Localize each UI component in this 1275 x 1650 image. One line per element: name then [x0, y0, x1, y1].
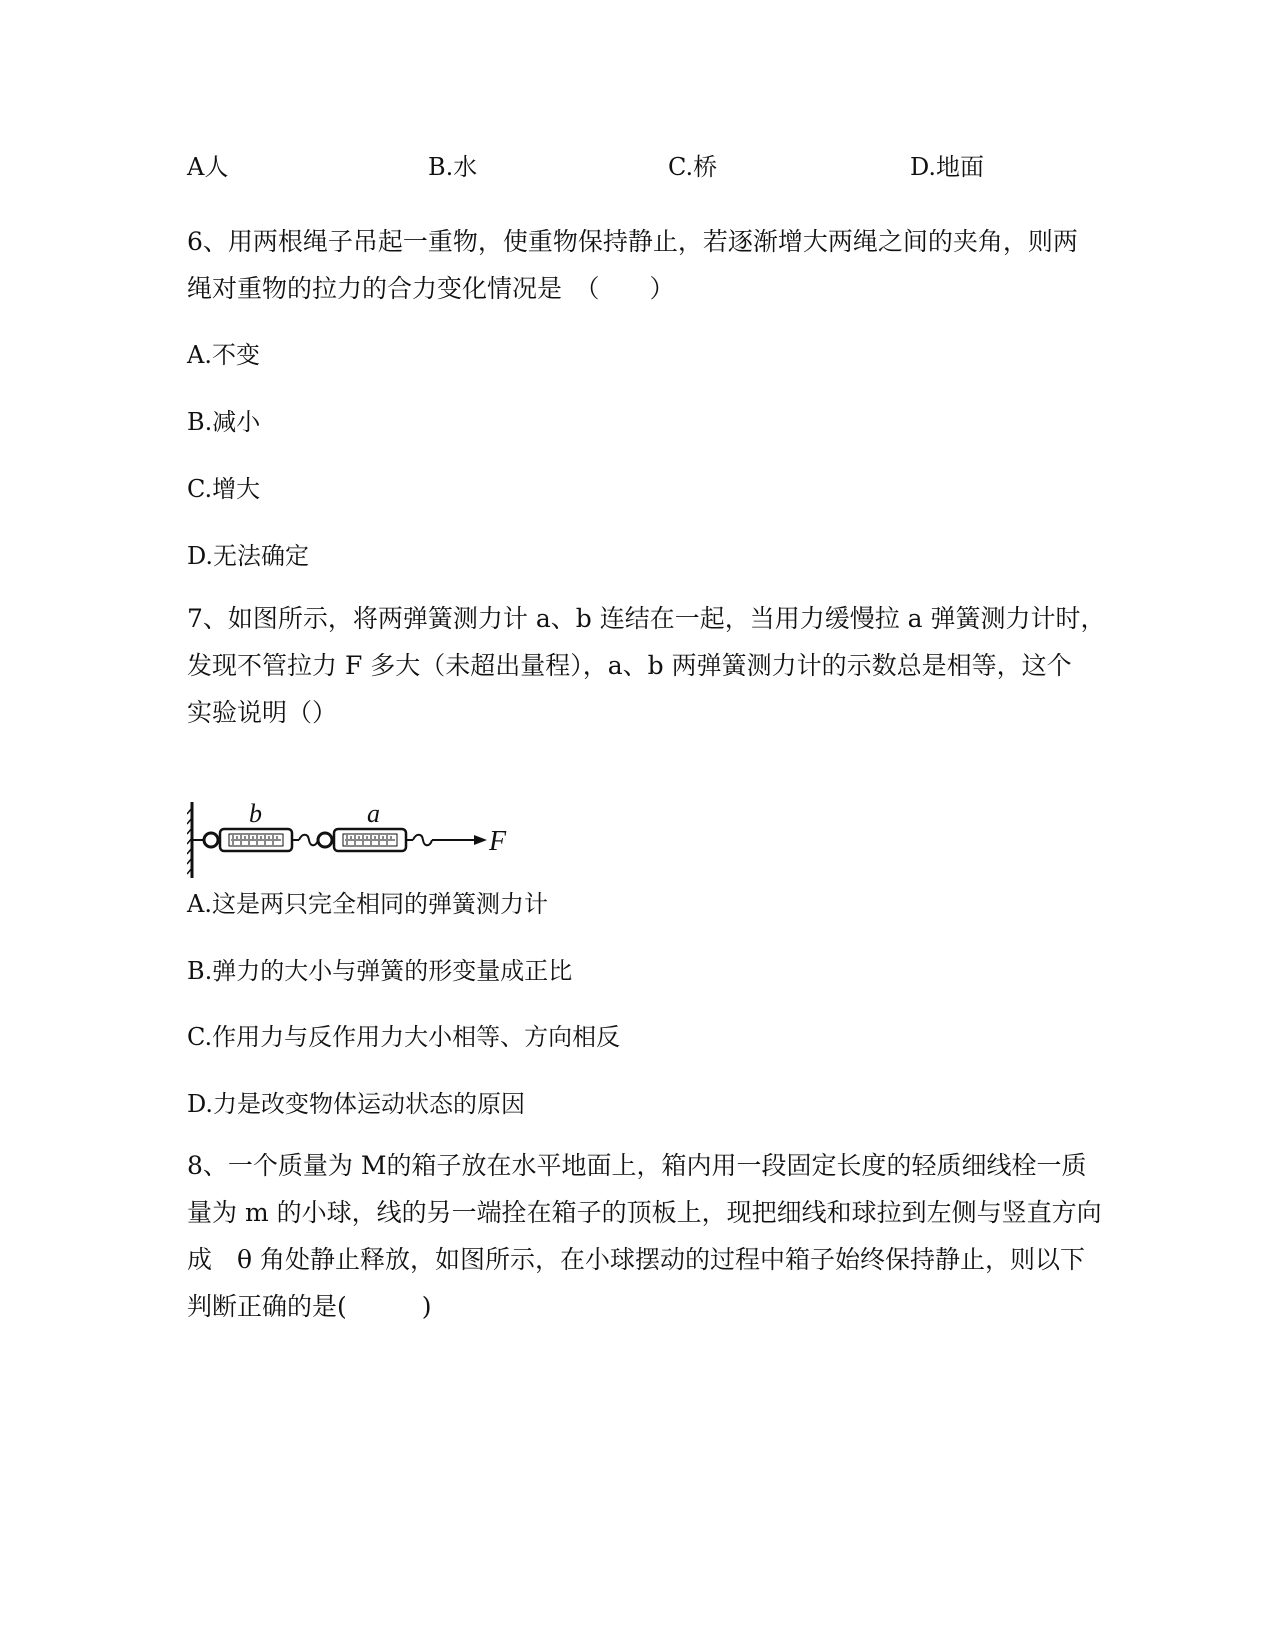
question-7-option-b: B.弹力的大小与弹簧的形变量成正比 — [187, 957, 573, 985]
prev-option-b: B.水 — [428, 153, 478, 181]
spring-scale-b — [220, 829, 299, 851]
question-6-option-d: D.无法确定 — [187, 542, 310, 570]
scale-a-ring — [318, 833, 332, 847]
question-6-option-c: C.增大 — [187, 475, 261, 503]
question-7-line-2: 发现不管拉力 F 多大（未超出量程），a、b 两弹簧测力计的示数总是相等，这个 — [187, 651, 1072, 680]
wall-hatch — [187, 802, 192, 878]
question-8-stem — [187, 1142, 1102, 1330]
question-7-option-d: D.力是改变物体运动状态的原因 — [187, 1090, 526, 1118]
pull-hook — [413, 835, 432, 846]
hook-connector — [299, 835, 318, 846]
force-arrowhead — [474, 835, 487, 845]
prev-option-c: C.桥 — [668, 153, 718, 181]
question-8-line-2: 量为 m 的小球，线的另一端拴在箱子的顶板上，现把细线和球拉到左侧与竖直方向 — [187, 1198, 1102, 1227]
question-8-line-1: 8、一个质量为 M的箱子放在水平地面上，箱内用一段固定长度的轻质细线栓一质 — [187, 1151, 1087, 1180]
spring-scales-figure — [187, 800, 527, 880]
question-6-line-1: 6、用两根绳子吊起一重物，使重物保持静止，若逐渐增大两绳之间的夹角，则两 — [187, 227, 1078, 256]
label-f: F — [489, 826, 507, 857]
label-a: a — [367, 800, 380, 828]
question-8-line-4: 判断正确的是( ) — [187, 1292, 432, 1321]
question-7-line-3: 实验说明（） — [187, 698, 338, 727]
spring-scale-a — [334, 829, 413, 851]
question-7-option-c: C.作用力与反作用力大小相等、方向相反 — [187, 1023, 621, 1051]
question-7-option-a: A.这是两只完全相同的弹簧测力计 — [187, 890, 548, 918]
label-b: b — [249, 800, 262, 828]
prev-option-d: D.地面 — [910, 153, 985, 181]
question-6-stem — [187, 218, 1087, 312]
prev-option-a: A人 — [187, 153, 229, 181]
question-6-option-a: A.不变 — [187, 341, 260, 369]
wall-ring — [204, 833, 218, 847]
question-6-line-2: 绳对重物的拉力的合力变化情况是 （ ） — [187, 274, 675, 303]
question-7-line-1: 7、如图所示，将两弹簧测力计 a、b 连结在一起，当用力缓慢拉 a 弹簧测力计时， — [187, 604, 1106, 633]
question-7-stem — [187, 595, 1106, 736]
question-8-line-3: 成 θ 角处静止释放，如图所示，在小球摆动的过程中箱子始终保持静止，则以下 — [187, 1245, 1086, 1274]
question-6-option-b: B.减小 — [187, 408, 261, 436]
